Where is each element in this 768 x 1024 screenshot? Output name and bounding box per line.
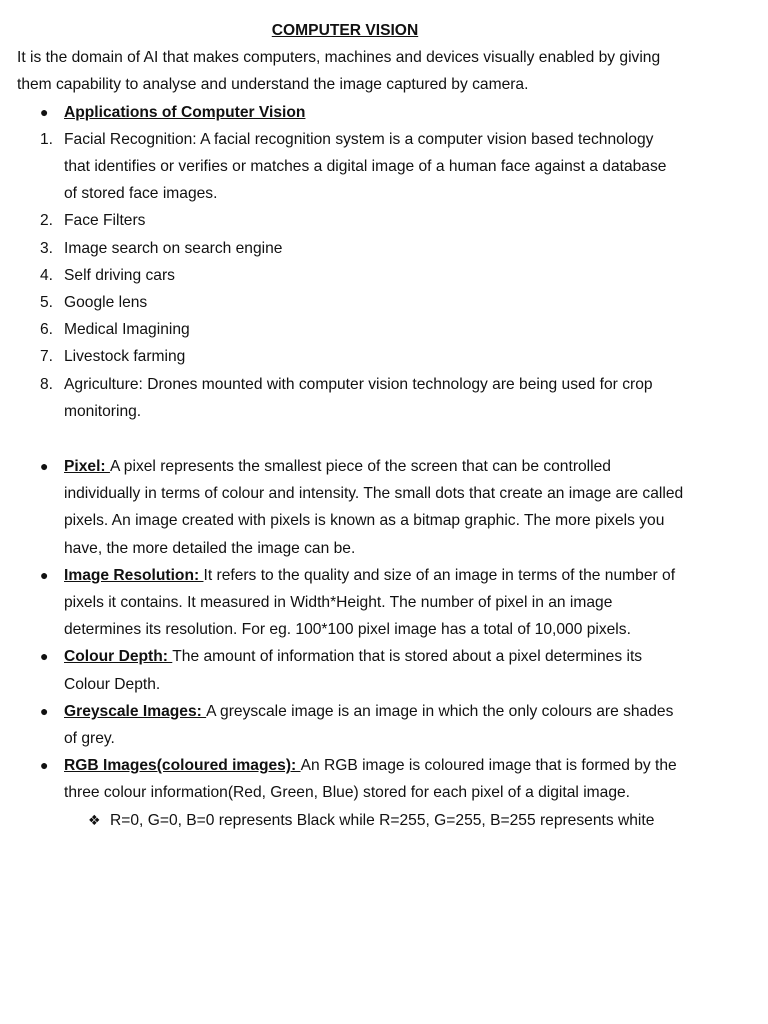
- concept-term: Greyscale Images:: [64, 702, 207, 720]
- list-number: 7.: [40, 348, 54, 366]
- list-item-text: Image search on search engine: [64, 239, 283, 257]
- concept-text: The amount of information that is stored about a pixel determines its Colour Depth.: [64, 648, 643, 693]
- bullet-icon: ●: [40, 757, 49, 774]
- bullet-icon: ●: [40, 566, 49, 583]
- concept-greyscale-images: [0, 698, 684, 752]
- list-number: 8.: [40, 375, 54, 393]
- list-number: 5.: [40, 294, 54, 312]
- page-title: COMPUTER VISION: [271, 22, 419, 39]
- concept-text: An RGB image is coloured image that is formed by the three colour information(Red, Green, Blue) stored for each pixel of a digital image.: [64, 757, 677, 802]
- rgb-note: [0, 807, 670, 834]
- concept-pixel: [0, 453, 684, 562]
- list-item: [0, 235, 674, 262]
- concept-term: Colour Depth:: [64, 648, 173, 666]
- rgb-note-text: R=0, G=0, B=0 represents Black while R=255, G=255, B=255 represents white: [110, 811, 655, 829]
- concept-term: RGB Images(coloured images):: [64, 757, 301, 775]
- concept-text: A pixel represents the smallest piece of the screen that can be controlled individually in terms of colour and intensity. The small dots that create an image are called pixels. An image created with pixels is known as a bitmap graphic. The more pixels you have, the more detailed the image can be.: [64, 458, 684, 557]
- bullet-icon: ●: [40, 702, 49, 719]
- list-item: [0, 316, 674, 343]
- concept-image-resolution: [0, 562, 684, 644]
- list-number: 6.: [40, 321, 54, 339]
- concept-text: It refers to the quality and size of an image in terms of the number of pixels it contains. It measured in Width*Height. The number of pixel in an image determines its resolution. For eg. 100*100 pixel image has a total of 10,000 pixels.: [64, 566, 676, 639]
- list-item: [0, 207, 674, 234]
- concept-term: Image Resolution:: [64, 566, 204, 584]
- list-item-text: Face Filters: [64, 212, 146, 230]
- concept-rgb-images: [0, 752, 684, 806]
- list-item: [0, 343, 674, 370]
- list-item-text: Facial Recognition: A facial recognition system is a computer vision based technology that identifies or verifies or matches a digital image of a human face against a database of stored face images.: [64, 130, 667, 203]
- list-number: 1.: [40, 130, 54, 148]
- list-item-text: Livestock farming: [64, 348, 186, 366]
- section-spacer: [0, 425, 768, 453]
- list-item: [0, 126, 674, 208]
- list-item-text: Self driving cars: [64, 266, 175, 284]
- list-item: [0, 262, 674, 289]
- bullet-icon: ●: [40, 648, 49, 665]
- diamond-bullet-icon: ❖: [88, 811, 101, 828]
- applications-heading: Applications of Computer Vision: [64, 103, 306, 121]
- concept-term: Pixel:: [64, 458, 110, 476]
- list-item: [0, 289, 674, 316]
- list-number: 2.: [40, 212, 54, 230]
- bullet-icon: ●: [40, 458, 49, 475]
- concept-colour-depth: [0, 643, 684, 697]
- document-page: [0, 17, 768, 834]
- list-item: [0, 371, 674, 425]
- list-item-text: Google lens: [64, 294, 148, 312]
- applications-heading-row: [0, 99, 684, 126]
- intro-paragraph: It is the domain of AI that makes computers, machines and devices visually enabled by giving them capability to analyse and understand the image captured by camera.: [17, 49, 661, 94]
- list-item-text: Medical Imagining: [64, 321, 190, 339]
- list-number: 4.: [40, 266, 54, 284]
- bullet-icon: ●: [40, 103, 49, 120]
- list-number: 3.: [40, 239, 54, 257]
- list-item-text: Agriculture: Drones mounted with computer vision technology are being used for crop monitoring.: [64, 375, 653, 420]
- concept-text: A greyscale image is an image in which the only colours are shades of grey.: [64, 702, 674, 748]
